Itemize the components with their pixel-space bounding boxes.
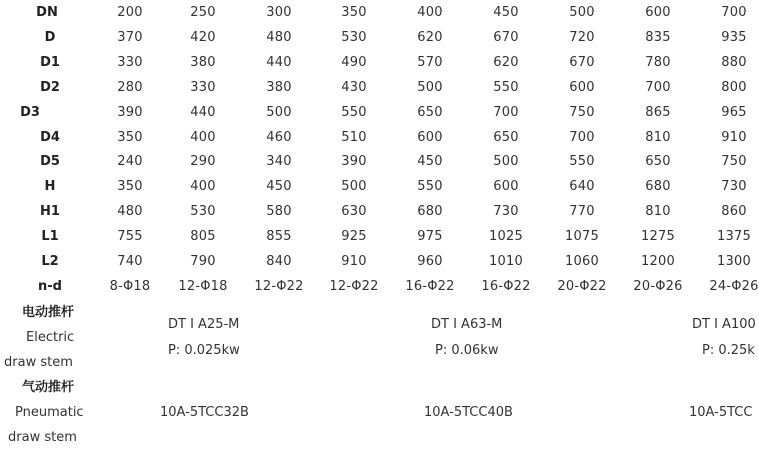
table-cell: 750 xyxy=(721,154,747,170)
table-cell: 630 xyxy=(341,204,367,220)
row-label: D3 xyxy=(20,104,40,120)
table-cell: 730 xyxy=(493,204,519,220)
table-cell: 1275 xyxy=(641,229,675,245)
table-cell: 700 xyxy=(569,129,595,145)
table-cell: 390 xyxy=(117,104,143,120)
row-label: DN xyxy=(36,5,58,20)
table-cell: 650 xyxy=(645,154,671,170)
table-cell: 350 xyxy=(117,179,143,195)
table-cell: 390 xyxy=(341,154,367,170)
table-cell: 500 xyxy=(341,179,367,195)
table-cell: 350 xyxy=(117,129,143,145)
table-cell: 780 xyxy=(645,54,671,70)
electric-label-line1: Electric xyxy=(26,330,75,345)
table-cell: 810 xyxy=(645,129,671,145)
table-cell: 960 xyxy=(417,254,443,269)
table-cell: 720 xyxy=(569,29,595,45)
pneumatic-model-3: 10A-5TCC xyxy=(689,405,753,420)
table-cell: 880 xyxy=(721,54,747,70)
table-cell: 340 xyxy=(266,154,292,170)
table-cell: 965 xyxy=(721,104,747,120)
table-cell: 450 xyxy=(266,179,292,195)
table-cell: 700 xyxy=(493,104,519,120)
table-cell: 400 xyxy=(417,5,443,20)
electric-power-1: P: 0.025kw xyxy=(168,343,240,358)
table-cell: 810 xyxy=(645,204,671,220)
electric-model-3: DT I A100 xyxy=(692,317,756,332)
table-cell: 860 xyxy=(721,204,747,220)
table-cell: 910 xyxy=(341,254,367,269)
table-cell: 380 xyxy=(190,54,216,70)
table-cell: 440 xyxy=(266,54,292,70)
table-cell: 420 xyxy=(190,29,216,45)
table-cell: 620 xyxy=(493,54,519,70)
table-cell: 16-Φ22 xyxy=(405,278,455,294)
table-cell: 670 xyxy=(493,29,519,45)
row-label: L2 xyxy=(41,254,59,269)
table-cell: 480 xyxy=(266,29,292,45)
table-cell: 510 xyxy=(341,129,367,145)
row-label: D4 xyxy=(40,129,60,145)
pneumatic-label-line2: draw stem xyxy=(8,430,77,445)
table-cell: 500 xyxy=(417,79,443,95)
table-cell: 730 xyxy=(721,179,747,195)
table-cell: 550 xyxy=(341,104,367,120)
table-cell: 530 xyxy=(341,29,367,45)
table-cell: 855 xyxy=(266,229,292,245)
table-cell: 330 xyxy=(117,54,143,70)
table-cell: 8-Φ18 xyxy=(109,278,151,294)
table-cell: 1010 xyxy=(489,254,523,269)
table-cell: 640 xyxy=(569,179,595,195)
table-cell: 290 xyxy=(190,154,216,170)
table-cell: 430 xyxy=(341,79,367,95)
table-cell: 925 xyxy=(341,229,367,245)
table-cell: 350 xyxy=(341,5,367,20)
table-cell: 650 xyxy=(417,104,443,120)
electric-model-2: DT I A63-M xyxy=(431,317,503,332)
table-cell: 755 xyxy=(117,229,143,245)
row-label: D5 xyxy=(40,154,60,170)
table-cell: 770 xyxy=(569,204,595,220)
electric-title: 电动推杆 xyxy=(22,305,75,320)
table-cell: 600 xyxy=(645,5,671,20)
table-cell: 12-Φ22 xyxy=(254,278,304,294)
table-cell: 500 xyxy=(569,5,595,20)
table-cell: 12-Φ18 xyxy=(178,278,228,294)
table-cell: 650 xyxy=(493,129,519,145)
table-cell: 440 xyxy=(190,104,216,120)
table-cell: 550 xyxy=(569,154,595,170)
table-cell: 800 xyxy=(721,79,747,95)
table-cell: 600 xyxy=(417,129,443,145)
row-label: D1 xyxy=(40,54,60,70)
table-cell: 620 xyxy=(417,29,443,45)
table-cell: 600 xyxy=(493,179,519,195)
table-cell: 1075 xyxy=(565,229,599,245)
table-cell: 1375 xyxy=(717,229,751,245)
electric-label-line2: draw stem xyxy=(4,355,73,370)
table-cell: 1300 xyxy=(717,254,751,269)
table-cell: 790 xyxy=(190,254,216,269)
table-cell: 16-Φ22 xyxy=(481,278,531,294)
table-cell: 450 xyxy=(417,154,443,170)
table-cell: 1025 xyxy=(489,229,523,245)
table-cell: 600 xyxy=(569,79,595,95)
table-cell: 400 xyxy=(190,129,216,145)
table-cell: 700 xyxy=(721,5,747,20)
table-cell: 500 xyxy=(266,104,292,120)
table-cell: 450 xyxy=(493,5,519,20)
table-cell: 580 xyxy=(266,204,292,220)
pneumatic-title: 气动推杆 xyxy=(22,380,75,395)
table-cell: 300 xyxy=(266,5,292,20)
table-cell: 20-Φ26 xyxy=(633,278,683,294)
pneumatic-model-2: 10A-5TCC40B xyxy=(424,405,513,420)
table-cell: 280 xyxy=(117,79,143,95)
table-cell: 1060 xyxy=(565,254,599,269)
table-cell: 865 xyxy=(645,104,671,120)
table-cell: 680 xyxy=(645,179,671,195)
row-label: D2 xyxy=(40,79,60,95)
table-cell: 500 xyxy=(493,154,519,170)
table-cell: 330 xyxy=(190,79,216,95)
electric-power-3: P: 0.25k xyxy=(702,343,755,358)
table-cell: 460 xyxy=(266,129,292,145)
table-cell: 250 xyxy=(190,5,216,20)
table-cell: 700 xyxy=(645,79,671,95)
electric-power-2: P: 0.06kw xyxy=(435,343,499,358)
table-cell: 975 xyxy=(417,229,443,245)
pneumatic-model-1: 10A-5TCC32B xyxy=(160,405,249,420)
table-cell: 20-Φ22 xyxy=(557,278,607,294)
table-cell: 240 xyxy=(117,154,143,170)
table-cell: 750 xyxy=(569,104,595,120)
table-cell: 570 xyxy=(417,54,443,70)
table-cell: 12-Φ22 xyxy=(329,278,379,294)
table-cell: 840 xyxy=(266,254,292,269)
pneumatic-label-line1: Pneumatic xyxy=(15,405,84,420)
table-cell: 740 xyxy=(117,254,143,269)
table-cell: 835 xyxy=(645,29,671,45)
table-cell: 910 xyxy=(721,129,747,145)
table-cell: 670 xyxy=(569,54,595,70)
row-label: H xyxy=(44,179,56,195)
table-cell: 24-Φ26 xyxy=(709,278,759,294)
row-label: D xyxy=(44,29,56,45)
table-cell: 935 xyxy=(721,29,747,45)
table-cell: 805 xyxy=(190,229,216,245)
table-cell: 400 xyxy=(190,179,216,195)
table-cell: 200 xyxy=(117,5,143,20)
table-cell: 380 xyxy=(266,79,292,95)
table-cell: 550 xyxy=(417,179,443,195)
electric-model-1: DT I A25-M xyxy=(168,317,240,332)
row-label: L1 xyxy=(41,229,59,245)
row-label: n-d xyxy=(38,278,62,294)
table-cell: 530 xyxy=(190,204,216,220)
table-cell: 1200 xyxy=(641,254,675,269)
table-cell: 490 xyxy=(341,54,367,70)
table-cell: 550 xyxy=(493,79,519,95)
table-cell: 370 xyxy=(117,29,143,45)
table-cell: 680 xyxy=(417,204,443,220)
row-label: H1 xyxy=(40,204,60,220)
table-cell: 480 xyxy=(117,204,143,220)
